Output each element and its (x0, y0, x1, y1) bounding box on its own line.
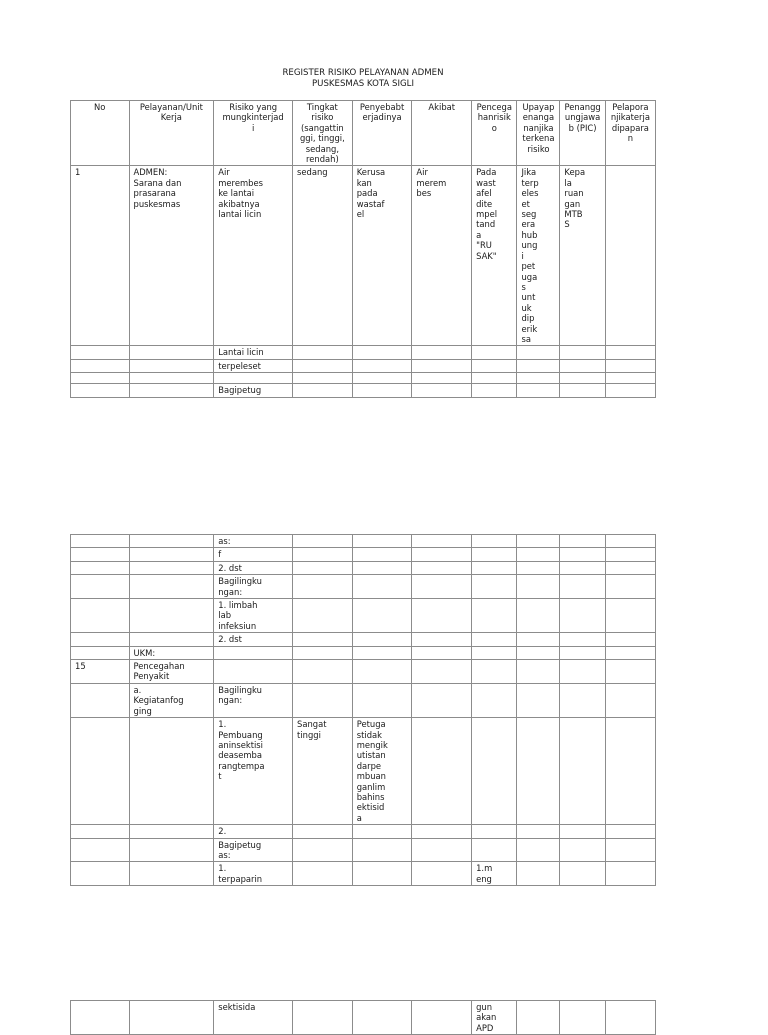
cell-no (71, 359, 130, 372)
table-row (71, 599, 656, 633)
cell-reporting (605, 825, 655, 838)
cell-no (71, 548, 130, 561)
cell-effect (412, 683, 472, 717)
cell-pic (560, 548, 605, 561)
cell-risk: 2. dst (214, 633, 293, 646)
cell-handling (517, 862, 560, 886)
cell-prevention (472, 660, 517, 684)
cell-service-unit: a. Kegiatanfog ging (129, 683, 214, 717)
col-header-handling: Upayap enanga nanjika terkena risiko (517, 101, 560, 166)
cell-risk-level (293, 535, 353, 548)
cell-prevention (472, 384, 517, 397)
cell-service-unit (129, 1001, 214, 1035)
cell-service-unit (129, 633, 214, 646)
cell-risk: terpeleset (214, 359, 293, 372)
cell-prevention (472, 683, 517, 717)
cell-risk-level (293, 599, 353, 633)
cell-pic (560, 683, 605, 717)
cell-risk-level (293, 683, 353, 717)
cell-reporting (605, 548, 655, 561)
cell-effect (412, 548, 472, 561)
cell-pic (560, 359, 605, 372)
cell-cause (352, 575, 412, 599)
cell-prevention (472, 561, 517, 574)
cell-pic (560, 646, 605, 659)
cell-prevention (472, 346, 517, 359)
cell-reporting (605, 862, 655, 886)
document-title: REGISTER RISIKO PELAYANAN ADMEN (282, 68, 444, 78)
cell-pic (560, 561, 605, 574)
cell-risk-level (293, 561, 353, 574)
cell-prevention (472, 575, 517, 599)
cell-cause: Kerusa kan pada wastaf el (352, 166, 412, 346)
cell-reporting (605, 346, 655, 359)
cell-service-unit (129, 373, 214, 384)
cell-cause (352, 384, 412, 397)
cell-reporting (605, 838, 655, 862)
cell-reporting (605, 575, 655, 599)
cell-effect (412, 346, 472, 359)
cell-reporting (605, 373, 655, 384)
cell-cause (352, 561, 412, 574)
cell-cause (352, 683, 412, 717)
cell-service-unit (129, 346, 214, 359)
table-row (71, 660, 656, 684)
cell-risk-level (293, 825, 353, 838)
table-row (71, 575, 656, 599)
cell-pic (560, 1001, 605, 1035)
cell-effect (412, 862, 472, 886)
cell-risk: 1. limbah lab infeksiun (214, 599, 293, 633)
cell-service-unit (129, 548, 214, 561)
cell-effect: Air merem bes (412, 166, 472, 346)
col-header-risk: Risiko yang mungkinterjad i (214, 101, 293, 166)
cell-service-unit (129, 862, 214, 886)
col-header-reporting: Pelapora njikaterja dipapara n (605, 101, 655, 166)
cell-handling (517, 633, 560, 646)
cell-risk (214, 373, 293, 384)
cell-reporting (605, 384, 655, 397)
cell-effect (412, 373, 472, 384)
table-row (71, 838, 656, 862)
table-row (71, 561, 656, 574)
cell-prevention (472, 535, 517, 548)
table-row (71, 646, 656, 659)
cell-service-unit (129, 718, 214, 825)
cell-reporting (605, 599, 655, 633)
table-body (71, 166, 656, 397)
cell-pic (560, 535, 605, 548)
cell-handling (517, 599, 560, 633)
cell-service-unit: ADMEN: Sarana dan prasarana puskesmas (129, 166, 214, 346)
cell-service-unit (129, 535, 214, 548)
cell-cause: Petuga stidak mengik utistan darpe mbuan ganlim bahins ektisid a (352, 718, 412, 825)
cell-reporting (605, 166, 655, 346)
document-subtitle: PUSKESMAS KOTA SIGLI (311, 79, 415, 89)
cell-no (71, 561, 130, 574)
cell-effect (412, 1001, 472, 1035)
cell-handling: Jika terp eles et seg era hub ung i pet uga s unt uk dip erik sa (517, 166, 560, 346)
cell-no (71, 825, 130, 838)
cell-reporting (605, 561, 655, 574)
cell-pic (560, 718, 605, 825)
cell-effect (412, 633, 472, 646)
cell-service-unit (129, 599, 214, 633)
cell-cause (352, 825, 412, 838)
cell-risk: Air merembes ke lantai akibatnya lantai licin (214, 166, 293, 346)
cell-reporting (605, 646, 655, 659)
cell-service-unit (129, 825, 214, 838)
table-row (71, 1001, 656, 1035)
cell-risk-level (293, 575, 353, 599)
cell-risk-level (293, 359, 353, 372)
cell-no (71, 646, 130, 659)
cell-risk: 2. dst (214, 561, 293, 574)
cell-risk: as: (214, 535, 293, 548)
cell-risk-level (293, 346, 353, 359)
cell-cause (352, 660, 412, 684)
table-row (71, 535, 656, 548)
cell-handling (517, 384, 560, 397)
cell-no: 1 (71, 166, 130, 346)
cell-handling (517, 535, 560, 548)
cell-pic (560, 346, 605, 359)
cell-cause (352, 862, 412, 886)
cell-handling (517, 359, 560, 372)
col-header-service-unit: Pelayanan/Unit Kerja (129, 101, 214, 166)
cell-cause (352, 646, 412, 659)
cell-handling (517, 575, 560, 599)
cell-prevention (472, 548, 517, 561)
cell-no (71, 1001, 130, 1035)
cell-pic (560, 838, 605, 862)
cell-prevention: 1.m eng (472, 862, 517, 886)
cell-handling (517, 825, 560, 838)
cell-effect (412, 718, 472, 825)
cell-risk-level (293, 373, 353, 384)
cell-risk-level: sedang (293, 166, 353, 346)
cell-prevention (472, 359, 517, 372)
cell-no (71, 718, 130, 825)
cell-effect (412, 825, 472, 838)
cell-prevention (472, 718, 517, 825)
cell-cause (352, 633, 412, 646)
table-row (71, 633, 656, 646)
cell-cause (352, 359, 412, 372)
cell-risk-level (293, 660, 353, 684)
cell-reporting (605, 660, 655, 684)
cell-handling (517, 373, 560, 384)
cell-no (71, 683, 130, 717)
cell-no (71, 575, 130, 599)
table-row (71, 862, 656, 886)
cell-no (71, 373, 130, 384)
cell-handling (517, 346, 560, 359)
cell-pic (560, 633, 605, 646)
col-header-effect: Akibat (412, 101, 472, 166)
cell-handling (517, 718, 560, 825)
table-body (71, 535, 656, 886)
cell-prevention (472, 599, 517, 633)
cell-cause (352, 535, 412, 548)
cell-no (71, 862, 130, 886)
cell-prevention (472, 646, 517, 659)
cell-risk: sektisida (214, 1001, 293, 1035)
cell-pic (560, 384, 605, 397)
cell-no: 15 (71, 660, 130, 684)
table-row (71, 384, 656, 397)
table-row (71, 346, 656, 359)
cell-no (71, 633, 130, 646)
cell-cause (352, 548, 412, 561)
cell-effect (412, 535, 472, 548)
cell-pic (560, 825, 605, 838)
risk-register-table-page2 (70, 534, 656, 886)
risk-register-table-page1 (70, 100, 656, 398)
col-header-risk-level: Tingkat risiko (sangattin ggi, tinggi, sedang, rendah) (293, 101, 353, 166)
cell-no (71, 535, 130, 548)
cell-risk-level: Sangat tinggi (293, 718, 353, 825)
cell-handling (517, 561, 560, 574)
cell-prevention (472, 838, 517, 862)
table-row (71, 548, 656, 561)
cell-risk: Lantai licin (214, 346, 293, 359)
cell-risk-level (293, 646, 353, 659)
cell-service-unit: UKM: (129, 646, 214, 659)
cell-pic (560, 862, 605, 886)
cell-cause (352, 1001, 412, 1035)
cell-cause (352, 838, 412, 862)
cell-no (71, 346, 130, 359)
cell-risk: Bagilingku ngan: (214, 575, 293, 599)
cell-effect (412, 646, 472, 659)
cell-effect (412, 359, 472, 372)
cell-reporting (605, 359, 655, 372)
cell-risk: Bagipetug (214, 384, 293, 397)
table-row (71, 359, 656, 372)
cell-effect (412, 660, 472, 684)
cell-risk: Bagipetug as: (214, 838, 293, 862)
cell-pic (560, 373, 605, 384)
cell-prevention (472, 633, 517, 646)
risk-register-table-page3 (70, 1000, 656, 1035)
cell-risk-level (293, 1001, 353, 1035)
table-body (71, 1001, 656, 1035)
cell-risk: f (214, 548, 293, 561)
cell-handling (517, 1001, 560, 1035)
cell-prevention (472, 373, 517, 384)
table-header-row (71, 101, 656, 166)
cell-service-unit: Pencegahan Penyakit (129, 660, 214, 684)
col-header-cause: Penyebabt erjadinya (352, 101, 412, 166)
cell-reporting (605, 1001, 655, 1035)
cell-service-unit (129, 359, 214, 372)
col-header-prevention: Pencega hanrisik o (472, 101, 517, 166)
cell-risk: Bagilingku ngan: (214, 683, 293, 717)
cell-effect (412, 599, 472, 633)
cell-no (71, 599, 130, 633)
cell-handling (517, 548, 560, 561)
cell-prevention: Pada wast afel dite mpel tand a "RU SAK" (472, 166, 517, 346)
cell-risk-level (293, 548, 353, 561)
col-header-no: No (71, 101, 130, 166)
cell-risk-level (293, 838, 353, 862)
table-row (71, 825, 656, 838)
cell-pic (560, 660, 605, 684)
cell-prevention (472, 825, 517, 838)
cell-pic (560, 575, 605, 599)
cell-risk: 1. Pembuang aninsektisi deasemba rangtempa t (214, 718, 293, 825)
cell-handling (517, 838, 560, 862)
cell-effect (412, 575, 472, 599)
cell-effect (412, 384, 472, 397)
col-header-pic: Penangg ungjawa b (PIC) (560, 101, 605, 166)
cell-risk: 1. terpaparin (214, 862, 293, 886)
cell-risk: 2. (214, 825, 293, 838)
cell-reporting (605, 718, 655, 825)
cell-pic (560, 599, 605, 633)
cell-prevention: gun akan APD (472, 1001, 517, 1035)
cell-cause (352, 346, 412, 359)
cell-effect (412, 838, 472, 862)
cell-cause (352, 373, 412, 384)
cell-service-unit (129, 561, 214, 574)
cell-handling (517, 683, 560, 717)
cell-cause (352, 599, 412, 633)
cell-risk (214, 660, 293, 684)
cell-risk-level (293, 384, 353, 397)
cell-handling (517, 660, 560, 684)
table-row (71, 683, 656, 717)
table-row (71, 718, 656, 825)
cell-no (71, 384, 130, 397)
cell-effect (412, 561, 472, 574)
cell-risk (214, 646, 293, 659)
cell-risk-level (293, 633, 353, 646)
cell-reporting (605, 683, 655, 717)
table-row (71, 373, 656, 384)
cell-pic: Kepa la ruan gan MTB S (560, 166, 605, 346)
cell-reporting (605, 633, 655, 646)
cell-handling (517, 646, 560, 659)
table-row (71, 166, 656, 346)
cell-reporting (605, 535, 655, 548)
cell-service-unit (129, 838, 214, 862)
cell-service-unit (129, 384, 214, 397)
cell-no (71, 838, 130, 862)
cell-risk-level (293, 862, 353, 886)
cell-service-unit (129, 575, 214, 599)
